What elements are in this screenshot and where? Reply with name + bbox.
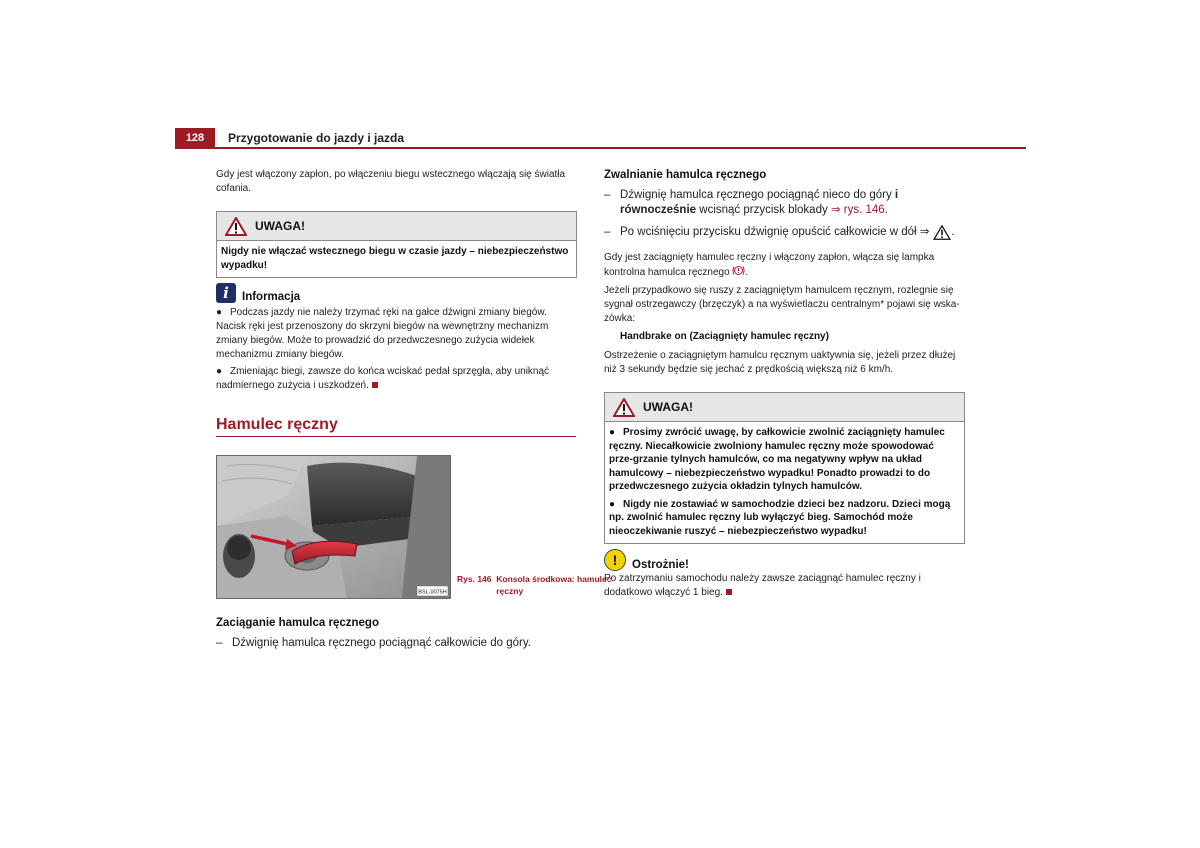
page-number: 128 [175, 128, 215, 148]
figure-code: BSL-0075H [418, 589, 447, 596]
info-title: Informacja [242, 291, 301, 303]
list-item: ● Nigdy nie zostawiać w samochodzie dzieci bez nadzoru. Dzieci mogą np. zwolnić hamulec ręczny lub wyłączyć bieg. Samochód może nieoczekiwanie ruszyć – niebezpieczeństwo wypadku! [609, 498, 951, 537]
chapter-title: Przygotowanie do jazdy i jazda [228, 131, 405, 145]
header-rule [175, 147, 1026, 149]
release-step-1: – Dźwignię hamulca ręcznego pociągnąć nieco do góry i równocześnie wcisnąć przycisk blokady ⇒ rys. 146. [604, 189, 899, 216]
info-icon: i [216, 283, 236, 303]
apply-step: – Dźwignię hamulca ręcznego pociągnąć całkowicie do góry. [216, 637, 531, 649]
warning-triangle-icon [225, 217, 247, 236]
apply-title: Zaciąganie hamulca ręcznego [216, 617, 379, 629]
caution-text: Po zatrzymaniu samochodu należy zawsze zaciągnąć hamulec ręczny i dodatkowo włączyć 1 bieg. [604, 573, 921, 598]
warning-title: UWAGA! [643, 400, 693, 414]
paragraph-buzzer: Jeżeli przypadkowo się ruszy z zaciągniętym hamulcem ręcznym, rozlegnie się sygnał ostrzegawczy (brzęczyk) a na wyświetlaczu centralnym* pojawi się wska-zówka: [604, 285, 960, 324]
handbrake-illustration [217, 456, 450, 598]
release-title: Zwalnianie hamulca ręcznego [604, 169, 767, 181]
warning-header [217, 212, 576, 241]
info-list [216, 306, 576, 393]
warning-box-reverse [216, 211, 577, 278]
release-step-2: – Po wciśnięciu przycisku dźwignię opuścić całkowicie w dół ⇒ . [604, 226, 955, 238]
info-header [216, 283, 300, 303]
warning-header [605, 393, 964, 422]
handbrake-figure [216, 455, 451, 599]
section-rule [216, 436, 576, 437]
paragraph-lamp: Gdy jest zaciągnięty hamulec ręczny i włączony zapłon, włącza się lampka kontrolna hamulca ręcznego . [604, 252, 935, 278]
brake-lamp-icon [732, 265, 745, 276]
figure-caption-text: Konsola środkowa: hamulec ręczny [496, 574, 612, 596]
end-marker-icon [726, 589, 732, 595]
caution-icon: ! [604, 549, 626, 571]
end-marker-icon [372, 382, 378, 388]
intro-paragraph: Gdy jest włączony zapłon, po włączeniu biegu wstecznego włączają się światła cofania. [216, 169, 566, 194]
figure-caption [457, 573, 614, 597]
warning-list [605, 422, 964, 543]
display-message-subhead: Handbrake on (Zaciągnięty hamulec ręczny) [620, 331, 829, 342]
list-item: ● Podczas jazdy nie należy trzymać ręki na gałce dźwigni zmiany biegów. Nacisk ręki jest przenoszony do skrzyni biegów na wewnętrzny mechanizm zmiany biegów. Może to prowadzić do przedwczesnego zużycia widełek mechanizmu zmiany biegów. [216, 307, 549, 360]
figure-link[interactable]: ⇒ rys. 146 [830, 204, 885, 216]
warning-title: UWAGA! [255, 219, 305, 233]
section-title: Hamulec ręczny [216, 416, 338, 433]
figure-ref: Rys. 146 [457, 574, 492, 584]
list-item: ● Zmieniając biegi, zawsze do końca wciskać pedał sprzęgła, aby uniknąć nadmiernego zużycia i uszkodzeń. [216, 366, 550, 391]
warning-text: Nigdy nie włączać wstecznego biegu w czasie jazdy – niebezpieczeństwo wypadku! [221, 246, 569, 271]
paragraph-activation: Ostrzeżenie o zaciągniętym hamulcu ręcznym uaktywnia się, jeżeli przez dłużej niż 3 sekundy będzie się jechać z prędkością większą niż 6 km/h. [604, 350, 956, 375]
caution-title: Ostrożnie! [632, 559, 689, 571]
warning-triangle-icon [613, 398, 635, 417]
warning-triangle-icon [933, 225, 951, 240]
caution-header [604, 549, 689, 571]
list-item: ● Prosimy zwrócić uwagę, by całkowicie zwolnić zaciągnięty hamulec ręczny. Niecałkowicie zwolniony hamulec ręczny może spowodować prze-grzanie tylnych hamulców, co ma negatywny wpływ na układ hamulcowy – niebezpieczeństwo wypadku! Ponadto prowadzi to do przedwczesnego zużycia okładzin tylnych hamulców. [609, 427, 945, 492]
warning-box-handbrake [604, 392, 965, 544]
